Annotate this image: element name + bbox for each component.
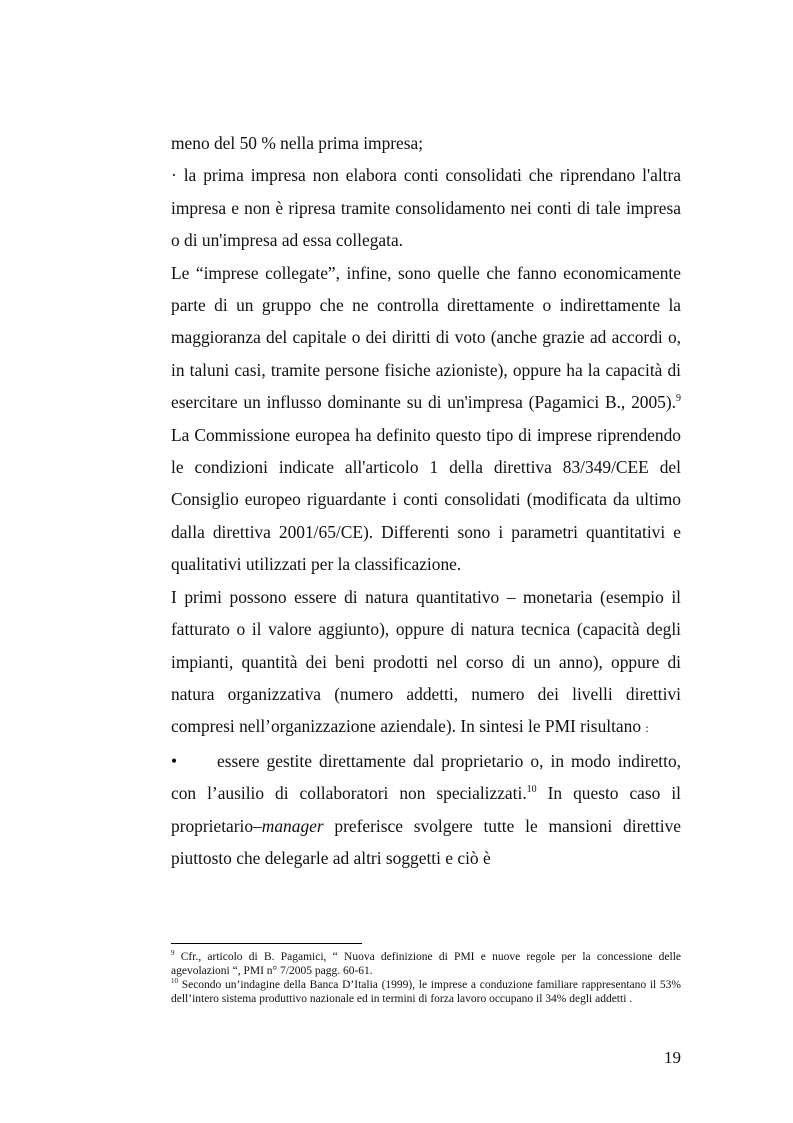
bullet-icon: • [171, 750, 178, 771]
page-number: 19 [664, 1048, 681, 1067]
paragraph-4 [171, 581, 681, 745]
paragraph-3 [171, 257, 681, 581]
footnote-ref-10: 10 [526, 784, 537, 796]
footnote-10-number: 10 [171, 977, 178, 986]
paragraph-3-continuation: La Commissione europea ha definito questo tipo di imprese riprendendo le condizioni indicate all'articolo 1 della direttiva 83/349/CEE del Consiglio europeo riguardante i conti consolidati (modificata da ultimo dalla direttiva 2001/65/CE). Differenti sono i parametri quantitativi e qualitativi utilizzati per la classificazione. [171, 424, 681, 575]
footnote-10-text: Secondo un’indagine della Banca D’Italia (1999), le imprese a conduzione familiare rappresentano il 53% dell’intero sistema produttivo nazionale ed in termini di forza lavoro occupano il 34% degli addetti . [171, 979, 681, 1005]
colon-mark: : [645, 721, 649, 736]
paragraph-3-text: Le “imprese collegate”, infine, sono quelle che fanno economicamente parte di un gruppo che ne controlla direttamente o indirettamente la maggioranza del capitale o dei diritti di voto (anche grazie ad accordi o, in taluni casi, tramite persone fisiche azioniste), oppure ha la capacità di esercitare un influsso dominante su di un'impresa (Pagamici B., 2005). [171, 262, 681, 413]
bullet-text-b: In questo caso il proprietario– [171, 783, 681, 836]
footnote-ref-9: 9 [676, 393, 681, 405]
paragraph-1: meno del 50 % nella prima impresa; [171, 133, 424, 153]
bullet-text-a: essere gestite direttamente dal proprietario o, in modo indiretto, con l’ausilio di collaboratori non specializzati. [171, 750, 681, 804]
paragraph-4-text: I primi possono essere di natura quantitativo – monetaria (esempio il fatturato o il valore aggiunto), oppure di natura tecnica (capacità degli impianti, quantità dei beni prodotti nel corso di un anno), oppure di natura organizzativa (numero addetti, numero dei livelli direttivi compresi nell’organizzazione aziendale). In sintesi le PMI risultano [171, 586, 681, 737]
bullet-text-c: preferisce svolgere tutte le mansioni direttive piuttosto che delegarle ad altri soggetti e ciò è [171, 815, 681, 868]
footnote-10 [171, 978, 681, 1006]
bullet-item [171, 745, 681, 875]
footnote-9-text: Cfr., articolo di B. Pagamici, “ Nuova definizione di PMI e nuove regole per la concessione delle agevolazioni “, PMI n° 7/2005 pagg. 60-61. [171, 951, 682, 977]
body-text [171, 127, 681, 874]
footnote-divider [171, 943, 362, 944]
footnote-9 [171, 950, 681, 978]
paragraph-2: · la prima impresa non elabora conti consolidati che riprendano l'altra impresa e non è ripresa tramite consolidamento nei conti di tale impresa o di un'impresa ad essa collegata. [171, 165, 681, 251]
footnote-9-number: 9 [171, 949, 175, 958]
bullet-italic: manager [261, 815, 324, 836]
footnotes [171, 950, 681, 1006]
